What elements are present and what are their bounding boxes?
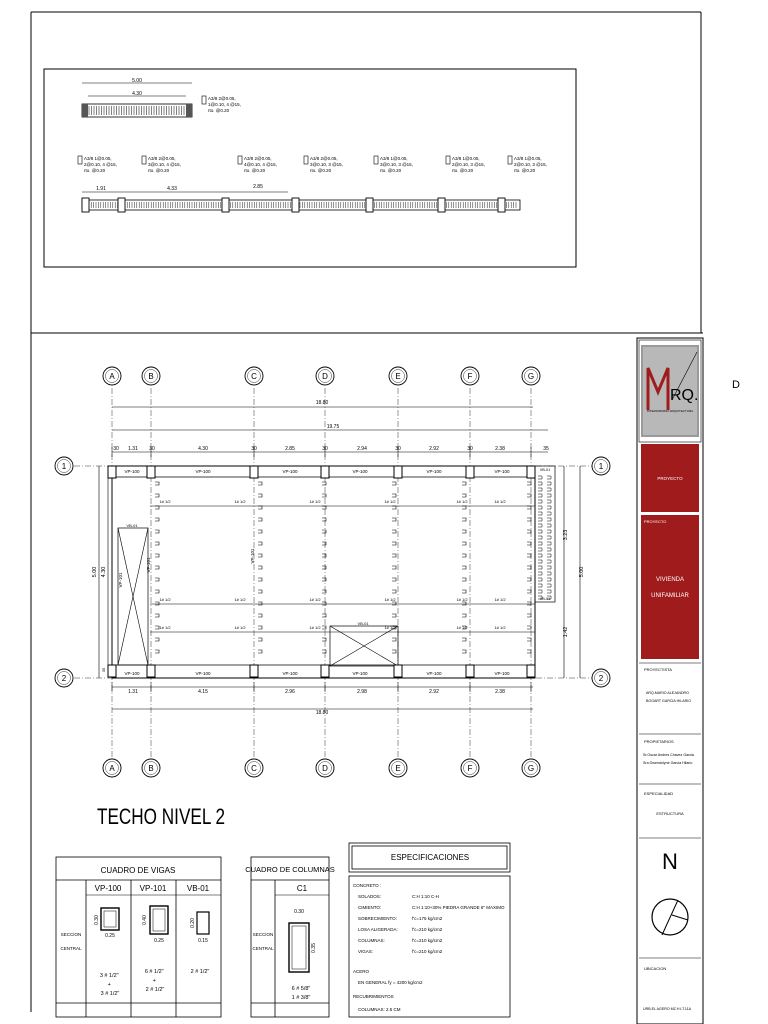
beam-vb-left: VB-01 xyxy=(126,523,138,528)
detail-note xyxy=(142,156,181,173)
logo-text: RQ. xyxy=(670,387,699,404)
c1-bars-1: 6 # 5/8" xyxy=(291,986,311,992)
rebar-mark xyxy=(155,542,159,545)
axis-label: F xyxy=(467,764,473,773)
rebar-mark xyxy=(527,506,531,509)
axis-label: G xyxy=(527,764,535,773)
rebar-mark xyxy=(527,482,531,485)
specs-acero-line: EN GENERAL fy = 4200 kg/cm2 xyxy=(358,980,423,985)
detail-column xyxy=(498,198,505,212)
detail-column xyxy=(82,198,89,212)
dim-3: 2.85 xyxy=(253,184,263,190)
plan-column xyxy=(147,466,155,478)
plan-column xyxy=(321,665,329,677)
detail-column xyxy=(366,198,373,212)
plan-column xyxy=(147,665,155,677)
rebar-mark xyxy=(322,602,326,605)
rebar-mark xyxy=(462,578,466,581)
rebar-mark xyxy=(155,518,159,521)
rebar-mark xyxy=(392,482,396,485)
rebar-mark xyxy=(322,566,326,569)
bay-dim-top: 2.92 xyxy=(429,446,439,452)
bay-dim-top: 30 xyxy=(113,446,119,452)
beam-label-top-ef: VP-100 xyxy=(426,469,442,474)
detail-note-line: A3/8 1@0.05, xyxy=(84,156,112,161)
beam-label-bot-ef: VP-100 xyxy=(426,671,442,676)
rebar-mark xyxy=(155,578,159,581)
bay-dim-bottom: 1.31 xyxy=(128,689,138,695)
beam-label-side-c: VP-101 xyxy=(250,548,255,564)
detail-note-line: 3@0.10, 3 @15, xyxy=(380,162,413,167)
rebar-label: 1# 1/2 xyxy=(494,597,506,602)
detail-note xyxy=(446,156,485,173)
dim-top-inner: 4.30 xyxy=(132,91,142,97)
plan-column xyxy=(394,665,402,677)
c1-bars-2: 1 # 3/8" xyxy=(291,995,311,1001)
beams-col-3: VB-01 xyxy=(186,884,210,893)
rebar-mark xyxy=(258,626,262,629)
bay-dim-top: 30 xyxy=(395,446,401,452)
beam-label-bot-de: VP-100 xyxy=(352,671,368,676)
vp101-bars: 6 # 1/2" + 2 # 1/2" xyxy=(144,969,165,993)
rebar-mark xyxy=(258,542,262,545)
detail-note-line: rto. @0.20 xyxy=(452,168,474,173)
detail-note-line: rto. @0.20 xyxy=(244,168,266,173)
detail-note-line: rto. @0.20 xyxy=(84,168,106,173)
dim-left-1: 5.00 xyxy=(92,566,98,578)
rebar-mark xyxy=(155,626,159,629)
rebar-mark xyxy=(462,482,466,485)
beam-vb-right-top: VB-01 xyxy=(539,468,551,472)
detail-note-line: 3@0.10, 3 @15, xyxy=(310,162,343,167)
rebar-mark xyxy=(462,542,466,545)
rebar-mark xyxy=(322,506,326,509)
plan-column xyxy=(466,466,474,478)
propietario-2: Sra.Gwendolyne Garcia Hilario xyxy=(643,761,693,765)
rebar-mark xyxy=(392,530,396,533)
rebar-mark xyxy=(462,554,466,557)
proyecto-name-band xyxy=(641,515,699,659)
rebar-mark xyxy=(392,566,396,569)
specs xyxy=(349,843,510,1017)
detail-note xyxy=(304,156,343,173)
proyectista-name-2: BOGART GARCIA HILARIO xyxy=(646,699,692,703)
vp101-width: 0.25 xyxy=(154,938,164,944)
spec-row-value: f'c=210 kg/cm2 xyxy=(412,938,443,943)
plan-column xyxy=(250,665,258,677)
rebar-mark xyxy=(322,626,326,629)
axis-label: A xyxy=(109,764,115,773)
rebar-label: 1# 1/2 xyxy=(456,499,468,504)
rebar-mark xyxy=(527,518,531,521)
rebar-mark xyxy=(155,602,159,605)
rebar-mark xyxy=(527,638,531,641)
rebar-label: 1# 1/2 xyxy=(234,597,246,602)
proyecto-label: PROYECTO xyxy=(657,476,683,481)
beams-col-1: VP-100 xyxy=(94,884,122,893)
rebar-mark xyxy=(258,494,262,497)
dim-left-3: 35 xyxy=(101,667,106,673)
plan-column xyxy=(108,665,116,677)
rebar-mark xyxy=(258,566,262,569)
dim-right-1: 3.23 xyxy=(563,529,569,541)
rebar-mark xyxy=(527,650,531,653)
bay-dim-top: 30 xyxy=(322,446,328,452)
axis-label: 2 xyxy=(61,674,67,683)
detail-note-line: 2@0.10, 3 @15, xyxy=(514,162,547,167)
rebar-mark xyxy=(527,590,531,593)
plan-column xyxy=(321,466,329,478)
axis-label: G xyxy=(527,372,535,381)
bay-dim-bottom: 4.15 xyxy=(198,689,208,695)
rebar-mark xyxy=(322,554,326,557)
vb01-width: 0.15 xyxy=(198,938,208,944)
detail-note-line: A3/8 2@0.05, xyxy=(310,156,338,161)
plan-column xyxy=(527,665,535,677)
specs-title: ESPECIFICACIONES xyxy=(390,853,470,862)
axis-label: B xyxy=(148,764,154,773)
bay-dim-top: 2.94 xyxy=(357,446,367,452)
rebar-mark xyxy=(155,566,159,569)
rebar-mark xyxy=(462,614,466,617)
beams-table-title: CUADRO DE VIGAS xyxy=(100,866,176,875)
plan-column xyxy=(466,665,474,677)
axis-label: D xyxy=(322,764,328,773)
rebar-mark xyxy=(392,578,396,581)
rebar-mark xyxy=(322,650,326,653)
rebar-mark xyxy=(527,578,531,581)
beam-label-top-de: VP-100 xyxy=(352,469,368,474)
detail-note-line: rto. @0.20 xyxy=(380,168,402,173)
detail-note-line: A3/8 1@0.05, xyxy=(514,156,542,161)
proyecto-name-1: VIVIENDA xyxy=(655,577,685,583)
bay-dim-bottom: 2.96 xyxy=(285,689,295,695)
rebar-mark xyxy=(527,554,531,557)
vb01-bars: 2 # 1/2" xyxy=(190,969,210,975)
detail-note-line: rto. @0.20 xyxy=(148,168,170,173)
rebar-mark xyxy=(322,494,326,497)
detail-note-line: rto. @0.20 xyxy=(514,168,536,173)
specs-last: COLUMNAS: 2.5 CM xyxy=(358,1007,401,1012)
rebar-mark xyxy=(155,482,159,485)
rebar-mark xyxy=(462,590,466,593)
rebar-mark xyxy=(392,638,396,641)
spec-row-value: f'c=210 kg/cm2 xyxy=(412,927,443,932)
detail-note xyxy=(374,156,413,173)
rebar-mark xyxy=(322,578,326,581)
dim-total-top: 18.80 xyxy=(315,400,329,406)
dim-2: 4.33 xyxy=(167,186,177,192)
columns-col-1: C1 xyxy=(296,884,308,893)
specs-concreto: CONCRETO : xyxy=(353,883,382,888)
rebar-mark xyxy=(462,506,466,509)
bay-dim-bottom: 2.98 xyxy=(357,689,367,695)
ubicacion-label: UBICACION xyxy=(644,966,667,971)
proyectista-name-1: ARQ.MARIO ALEJANDRO xyxy=(646,691,689,695)
rebar-mark xyxy=(155,650,159,653)
axis-label: 2 xyxy=(598,674,604,683)
rebar-mark xyxy=(527,542,531,545)
rebar-mark xyxy=(527,530,531,533)
rebar-mark xyxy=(462,530,466,533)
beam-vb-void: VB-01 xyxy=(357,621,369,626)
detail-note xyxy=(508,156,547,173)
beam-label-top-cd: VP-100 xyxy=(282,469,298,474)
detail-note-line: A3/8 2@0.05, xyxy=(244,156,272,161)
beam-label-side-left: VP-101 xyxy=(118,572,123,588)
rebar-mark xyxy=(462,602,466,605)
rebar-mark xyxy=(392,590,396,593)
rebar-mark xyxy=(258,590,262,593)
rebar-mark xyxy=(392,542,396,545)
rebar-mark xyxy=(155,506,159,509)
rebar-label: 1# 1/2 xyxy=(309,625,321,630)
bay-dim-top: 4.30 xyxy=(198,446,208,452)
axis-label: C xyxy=(251,372,257,381)
detail-note-line: A3/8 1@0.05, xyxy=(380,156,408,161)
axis-label: 1 xyxy=(61,462,67,471)
slab-outline xyxy=(112,466,535,678)
dim-right-3: 5.00 xyxy=(579,566,585,578)
rebar-mark xyxy=(258,482,262,485)
rebar-mark xyxy=(462,638,466,641)
rebar-mark xyxy=(392,602,396,605)
rebar-mark xyxy=(392,518,396,521)
rebar-mark xyxy=(392,554,396,557)
proyecto-name-2: UNIFAMILIAR xyxy=(651,593,689,599)
rebar-label: 1# 1/2 xyxy=(384,625,396,630)
logo-sub: INTERIORISMO ARQUITECTURA xyxy=(646,409,694,413)
rebar-mark xyxy=(322,518,326,521)
detail-note-line: 2@0.10, 4 @15, xyxy=(84,162,117,167)
rebar-mark xyxy=(392,506,396,509)
floor-plan xyxy=(55,367,610,777)
bay-dim-top: 30 xyxy=(149,446,155,452)
especialidad: ESTRUCTURA xyxy=(656,811,684,816)
rebar-mark xyxy=(155,638,159,641)
rebar-mark xyxy=(155,554,159,557)
beams-row-label-2: CENTRAL xyxy=(60,946,82,951)
spec-row-label: VIGAS: xyxy=(358,949,374,954)
spec-row-value: f'c=210 kg/cm2 xyxy=(412,949,443,954)
c1-width: 0.30 xyxy=(294,909,304,915)
rebar-label: 1# 1/2 xyxy=(384,499,396,504)
specs-acero: ACERO xyxy=(353,969,370,974)
bay-dim-top: 2.85 xyxy=(285,446,295,452)
spec-row-label: SOLADOS: xyxy=(358,894,382,899)
plan-column xyxy=(250,466,258,478)
dim-total-inner: 19.75 xyxy=(326,424,340,430)
beams-col-2: VP-101 xyxy=(139,884,167,893)
axis-label: 1 xyxy=(598,462,604,471)
spec-row-label: SOBRECIMIENTO: xyxy=(358,916,397,921)
rebar-label: 1# 1/2 xyxy=(456,597,468,602)
detail-column xyxy=(222,198,229,212)
dim-right-2: 1.42 xyxy=(563,626,569,638)
beam-label-bot-fg: VP-100 xyxy=(494,671,510,676)
rebar-mark xyxy=(322,614,326,617)
axis-label: B xyxy=(148,372,154,381)
detail-note-line: 3@0.10, 4 @15, xyxy=(148,162,181,167)
rebar-mark xyxy=(258,602,262,605)
columns-row-label-1: SECCION xyxy=(252,932,274,937)
especialidad-label: ESPECIALIDAD xyxy=(644,791,674,796)
top-note: A3/8 2@0.05, 1@0.10, 4 @15, rto. @0.20 xyxy=(208,96,241,113)
rebar-mark xyxy=(258,614,262,617)
rebar-mark xyxy=(527,602,531,605)
axis-label: A xyxy=(109,372,115,381)
columns-table xyxy=(245,857,335,1017)
rebar-mark xyxy=(322,530,326,533)
beams-table xyxy=(56,857,221,1017)
detail-note-line: 2@0.10, 3 @15, xyxy=(452,162,485,167)
rebar-label: 1# 1/2 xyxy=(384,597,396,602)
plan-title: TECHO NIVEL 2 xyxy=(96,805,226,830)
rebar-label: 1# 1/2 xyxy=(234,625,246,630)
rebar-mark xyxy=(527,626,531,629)
spec-row-label: LOSA ALIGERADA: xyxy=(358,927,398,932)
propietarios-label: PROPIETARIOS xyxy=(644,739,674,744)
rebar-mark xyxy=(462,518,466,521)
detail-column xyxy=(118,198,125,212)
axis-label: F xyxy=(467,372,473,381)
bay-dim-top: 30 xyxy=(467,446,473,452)
rebar-label: 1# 1/2 xyxy=(456,625,468,630)
rebar-label: 1# 1/2 xyxy=(159,597,171,602)
columns-table-title: CUADRO DE COLUMNAS xyxy=(245,865,335,874)
dim-left-2: 4.30 xyxy=(101,566,107,578)
rebar-mark xyxy=(258,650,262,653)
detail-note-line: rto. @0.20 xyxy=(310,168,332,173)
bay-dim-bottom: 2.38 xyxy=(495,689,505,695)
dim-top-outer: 5.00 xyxy=(132,78,142,84)
vp100-bars: 3 # 1/2" + 3 # 1/2" xyxy=(99,973,120,997)
rebar-mark xyxy=(258,506,262,509)
plan-column xyxy=(108,466,116,478)
bay-dim-top: 35 xyxy=(543,446,549,452)
rebar-mark xyxy=(258,530,262,533)
title-block xyxy=(637,338,703,1024)
beams-row-label-1: SECCION xyxy=(60,932,82,937)
detail-note-line: A3/8 1@0.05, xyxy=(452,156,480,161)
proyectista-label: PROYECTISTA xyxy=(644,667,672,672)
rebar-mark xyxy=(462,566,466,569)
specs-recubrimientos: RECUBRIMIENTOS xyxy=(353,994,394,999)
rebar-label: 1# 1/2 xyxy=(234,499,246,504)
rebar-label: 1# 1/2 xyxy=(309,499,321,504)
bay-dim-top: 1.31 xyxy=(128,446,138,452)
rebar-mark xyxy=(155,494,159,497)
detail-note-line: 4@0.10, 4 @15, xyxy=(244,162,277,167)
beam-label-bot-bc: VP-100 xyxy=(195,671,211,676)
beam-detail xyxy=(44,69,576,267)
beam-label-top-ab: VP-100 xyxy=(124,469,140,474)
plan-column xyxy=(394,466,402,478)
detail-note xyxy=(238,156,277,173)
rebar-mark xyxy=(322,590,326,593)
dim-1: 1.91 xyxy=(96,186,106,192)
rebar-mark xyxy=(322,482,326,485)
rebar-label: 1# 1/2 xyxy=(494,625,506,630)
bay-dim-top: 30 xyxy=(251,446,257,452)
rebar-label: 1# 1/2 xyxy=(309,597,321,602)
rebar-mark xyxy=(527,566,531,569)
spec-row-value: C:H 1:10+30% PIEDRA GRANDE 6" MAXIMO xyxy=(412,905,505,910)
ubicacion: URB.EL AGERO MZ.H LT.11A xyxy=(643,1007,692,1011)
rebar-mark xyxy=(462,650,466,653)
detail-note-line: A3/8 2@0.05, xyxy=(148,156,176,161)
vp100-height: 0.30 xyxy=(94,915,100,925)
detail-column xyxy=(438,198,445,212)
rebar-label: 1# 1/2 xyxy=(159,625,171,630)
beam-label-bot-cd: VP-100 xyxy=(282,671,298,676)
axis-label: D xyxy=(322,372,328,381)
spec-row-value: f'c=175 kg/cm2 xyxy=(412,916,443,921)
rebar-mark xyxy=(258,578,262,581)
north-letter: N xyxy=(662,849,678,874)
bay-dim-bottom: 2.92 xyxy=(429,689,439,695)
rebar-mark xyxy=(258,638,262,641)
columns-row-label-2: CENTRAL xyxy=(252,946,274,951)
beam-label-bot-ab: VP-100 xyxy=(124,671,140,676)
beam-label-top-bc: VP-100 xyxy=(195,469,211,474)
proyecto-label-2: PROYECTO xyxy=(644,519,667,524)
bay-dim-top: 2.38 xyxy=(495,446,505,452)
rebar-mark xyxy=(155,614,159,617)
spec-row-label: CIMIENTO: xyxy=(358,905,382,910)
beam-label-top-fg: VP-100 xyxy=(494,469,510,474)
vb01-height: 0.20 xyxy=(190,918,196,928)
rebar-mark xyxy=(392,494,396,497)
edge-mark: D xyxy=(732,379,740,391)
rebar-mark xyxy=(258,518,262,521)
detail-column xyxy=(292,198,299,212)
spec-row-label: COLUMNAS: xyxy=(358,938,385,943)
detail-note xyxy=(78,156,117,173)
rebar-mark xyxy=(392,650,396,653)
c1-height: 0.35 xyxy=(311,943,317,953)
beam-label-side-b: VP-101 xyxy=(146,557,151,573)
rebar-label: 1# 1/2 xyxy=(159,499,171,504)
rebar-label: 1# 1/2 xyxy=(494,499,506,504)
rebar-mark xyxy=(462,494,466,497)
vp100-width: 0.25 xyxy=(105,933,115,939)
axis-label: C xyxy=(251,764,257,773)
rebar-mark xyxy=(322,542,326,545)
rebar-mark xyxy=(155,590,159,593)
rebar-mark xyxy=(322,638,326,641)
rebar-mark xyxy=(527,614,531,617)
propietario-1: Sr.Oscar Andres Chavez Garcia xyxy=(643,753,694,757)
plan-column xyxy=(527,466,535,478)
spec-row-value: C:H 1:10 C-H xyxy=(412,894,440,899)
rebar-mark xyxy=(258,554,262,557)
vp101-height: 0.40 xyxy=(142,915,148,925)
axis-label: E xyxy=(395,764,401,773)
beam-vb-right-bot: VB-01 xyxy=(539,597,551,601)
rebar-mark xyxy=(392,614,396,617)
rebar-mark xyxy=(155,530,159,533)
dim-total-bottom: 18.80 xyxy=(315,710,329,716)
axis-label: E xyxy=(395,372,401,381)
rebar-mark xyxy=(527,494,531,497)
